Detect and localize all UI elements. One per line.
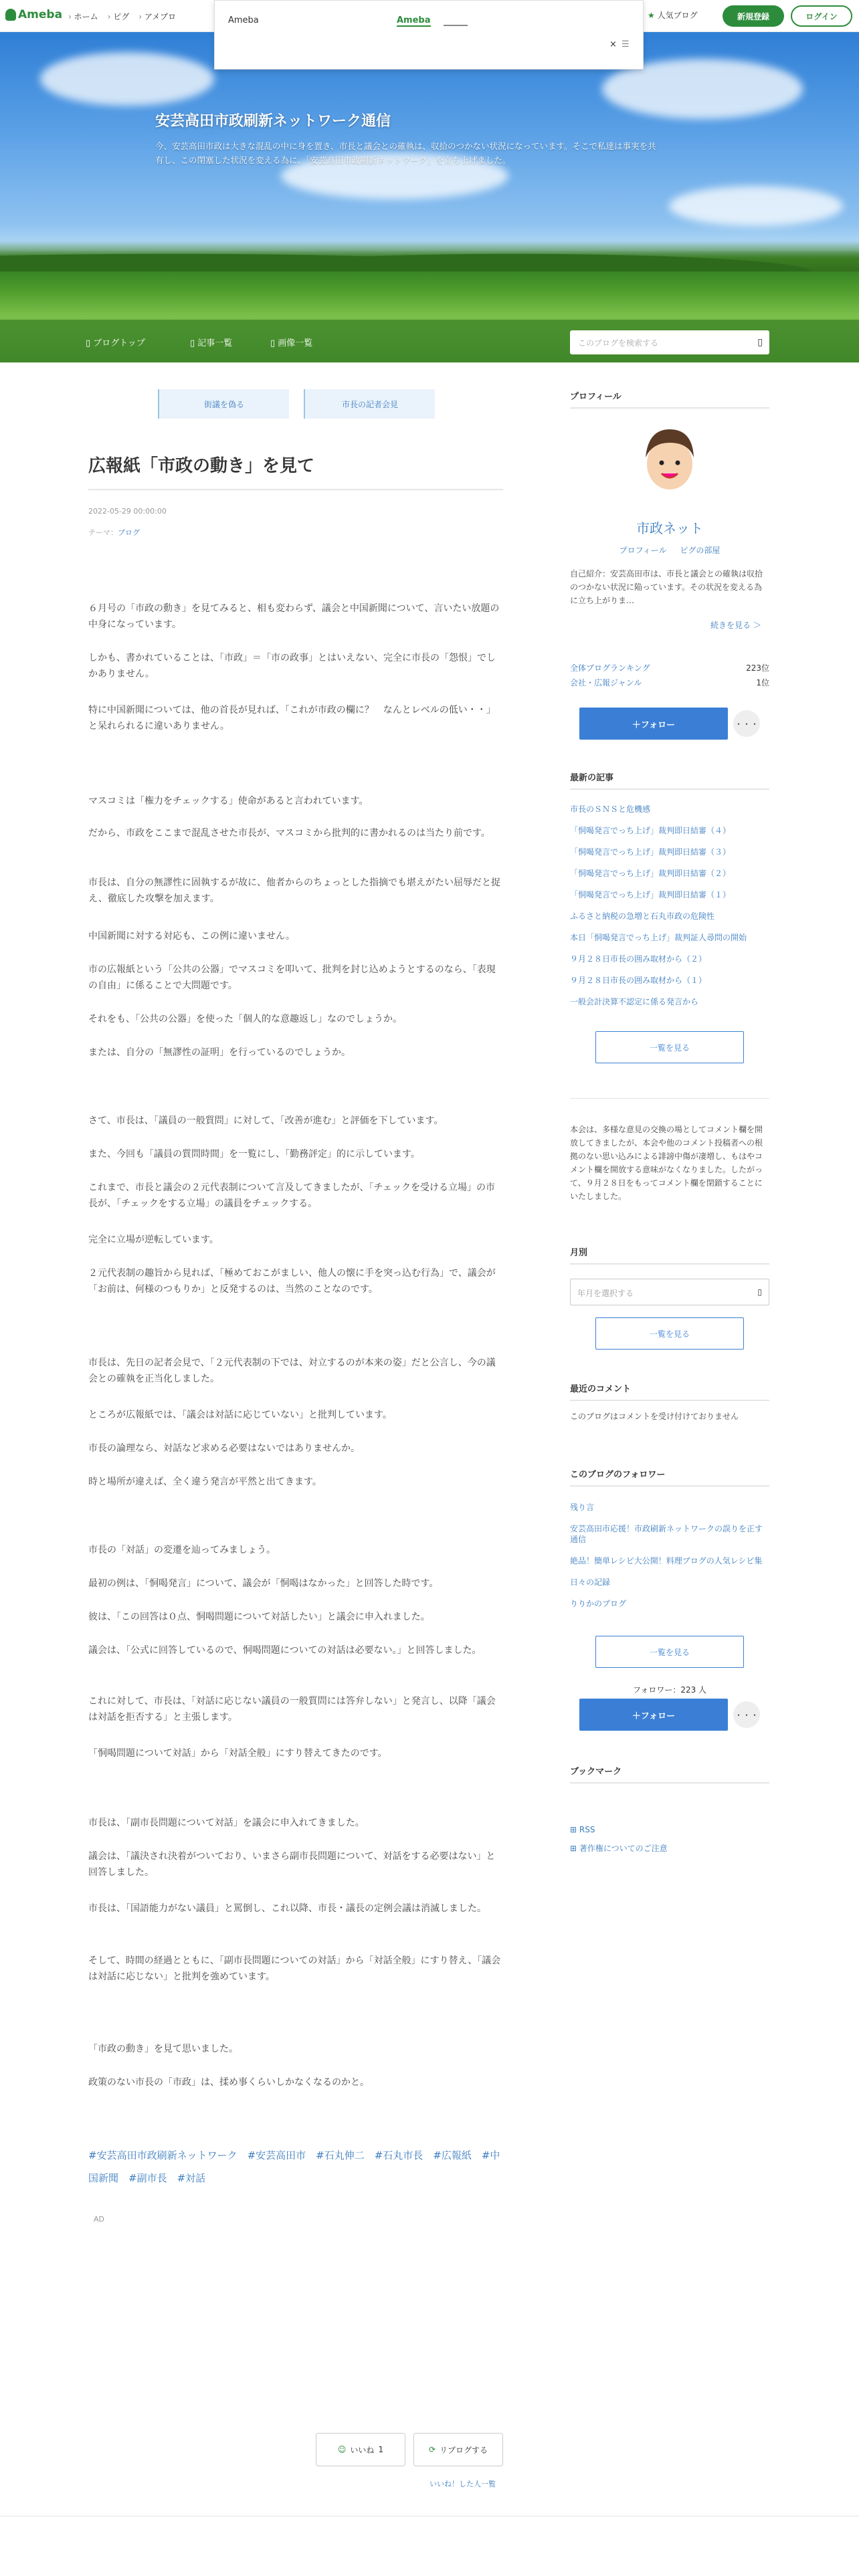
article-paragraph: ２元代表制の趣旨から見れば、「極めておこがましい、他人の懐に手を突っ込む行為」で、議会が「お前は、何様のつもりか」と反発するのは、当然のことなのです。 (88, 1268, 496, 1295)
cloud-decoration (669, 186, 843, 226)
blog-search-input[interactable]: このブログを検索する ▯ (570, 330, 769, 354)
more-options-button[interactable]: ・・・ (733, 1701, 760, 1728)
blog-nav (0, 320, 859, 362)
profile-intro: 自己紹介：安芸高田市は、市長と議会との確執は収拾のつかない状況に陥っています。その状況を変える為に立ち上がりま… (570, 569, 763, 605)
article-date: 2022-05-29 00:00:00 (88, 507, 167, 516)
list-item[interactable]: 安芸高田市応援！市政刷新ネットワークの誤りを正す通信 (570, 1524, 763, 1544)
article-paragraph: 市長の「対話」の変遷を辿ってみましょう。 (88, 1545, 276, 1555)
bookmark-list (570, 1820, 668, 1858)
profile-link[interactable]: プロフィール (619, 546, 667, 555)
prev-article-link[interactable]: 街議を偽る (158, 389, 289, 419)
list-item[interactable]: ふるさと納税の急増と石丸市政の危険性 (570, 911, 715, 921)
article-paragraph: 市長は、自分の無謬性に固執するが故に、他者からのちょっとした指摘でも堪えがたい屈辱だと捉え、徹底した攻撃を加えます。 (88, 877, 500, 904)
ameba-popup-banner (214, 0, 644, 70)
list-item[interactable]: 残り言 (570, 1503, 595, 1512)
popup-title[interactable]: Ameba (397, 15, 431, 25)
profile-heading: プロフィール (570, 389, 769, 409)
list-item[interactable]: 絶品！簡単レシピ大公開！料理ブログの人気レシピ集 (570, 1556, 763, 1566)
recent-comments-heading: 最近のコメント (570, 1382, 769, 1401)
article-paragraph: 最初の例は、「恫喝発言」について、議会が「恫喝はなかった」と回答した時です。 (88, 1578, 439, 1589)
theme-link[interactable]: ブログ (118, 528, 140, 537)
next-article-link[interactable]: 市長の記者会見 (304, 389, 435, 419)
list-item[interactable]: 本日「恫喝発言でっち上げ」裁判証人尋問の開始 (570, 933, 747, 942)
follow-button[interactable]: ＋フォロー (579, 708, 728, 740)
list-item[interactable]: ９月２８日市長の囲み取材から（１） (570, 976, 707, 985)
list-item[interactable]: 一般会計決算不認定に係る発言から (570, 997, 699, 1006)
overall-ranking[interactable]: 全体ブログランキング 223位 (570, 663, 769, 673)
monthly-list-button[interactable]: 一覧を見る (595, 1317, 744, 1350)
login-button[interactable]: ログイン (791, 5, 852, 27)
reblog-button[interactable]: ⟳ リブログする (413, 2433, 503, 2466)
cloud-decoration (40, 52, 214, 106)
tree-line-decoration (0, 241, 859, 272)
followers-list-button[interactable]: 一覧を見る (595, 1636, 744, 1668)
article-paragraph: マスコミは「権力をチェックする」使命があると言われています。 (88, 796, 369, 807)
follower-count: フォロワー：223 人 (632, 1685, 707, 1695)
article-paragraph: 中国新聞に対する対応も、この例に違いません。 (88, 931, 295, 942)
month-select[interactable]: 年月を選択する ▯ (570, 1279, 769, 1305)
frog-icon (5, 9, 16, 21)
article-paragraph: 議会は、「議決され決着がついており、いまさら副市長問題について、対話をする必要はない」と回答しました。 (88, 1851, 496, 1878)
recent-articles-heading: 最新の記事 (570, 770, 769, 790)
popup-underline (444, 25, 468, 26)
like-count: 1 (378, 2445, 384, 2454)
article-paragraph: さて、市長は、「議員の一般質問」に対して、「改善が進む」と評価を下しています。 (88, 1115, 444, 1126)
list-item[interactable]: 日々の記録 (570, 1578, 611, 1587)
list-item[interactable]: 「恫喝発言でっち上げ」裁判即日結審（３） (570, 847, 731, 857)
like-list-link[interactable]: いいね！した人一覧 (430, 2480, 496, 2488)
close-icon[interactable]: × (609, 39, 617, 49)
comments-disabled-text: このブログはコメントを受け付けておりません (570, 1412, 739, 1421)
bookmark-heading: ブックマーク (570, 1764, 769, 1784)
article-paragraph: ところが広報紙では、「議会は対話に応じていない」と批判しています。 (88, 1410, 392, 1420)
ad-label: AD (94, 2215, 104, 2224)
list-all-articles-button[interactable]: 一覧を見る (595, 1031, 744, 1063)
avatar[interactable] (639, 423, 700, 498)
blog-header-banner (0, 32, 859, 362)
article-paragraph: 完全に立場が逆転しています。 (88, 1235, 219, 1245)
article-paragraph: 議会は、「公式に回答しているので、恫喝問題についての対話は必要ない。」と回答しました。 (88, 1645, 482, 1656)
genre-ranking[interactable]: 会社・広報ジャンル 1位 (570, 678, 769, 687)
article-paragraph: これまで、市長と議会の２元代表制について言及してきましたが、「チェックを受ける立場」の市長が、「チェックをする立場」の議員をチェックする。 (88, 1182, 496, 1209)
more-options-button[interactable]: ・・・ (733, 710, 760, 737)
followers-list (570, 1502, 769, 1620)
followers-heading: このブログのフォロワー (570, 1467, 769, 1487)
list-item[interactable]: りりかのブログ (570, 1599, 627, 1608)
article-paragraph: そして、時間の経過とともに、「副市長問題についての対話」から「対話全般」にすり替え、「議会は対話に応じない」と批判を強めています。 (88, 1955, 501, 1982)
global-nav (68, 11, 176, 22)
copyright-notice-link[interactable]: ⊞ 著作権についてのご注意 (570, 1839, 668, 1858)
nav-ameblo[interactable]: › アメブロ (138, 11, 176, 22)
chevron-down-icon: ▯ (757, 1287, 762, 1297)
article-paragraph: 彼は、「この回答は０点、恫喝問題について対話したい」と議会に申入れました。 (88, 1612, 430, 1622)
article-paragraph: 時と場所が違えば、全く違う発言が平然と出てきます。 (88, 1477, 322, 1487)
menu-icon[interactable]: ☰ (622, 39, 630, 49)
nav-pigg[interactable]: › ピグ (108, 11, 130, 22)
article-paragraph: しかも、書かれていることは、「市政」＝「市の政事」とはいえない、完全に市長の「怨恨」でしかありません。 (88, 653, 496, 679)
pigg-room-link[interactable]: ピグの部屋 (680, 546, 721, 555)
recent-articles-list (570, 804, 769, 1018)
nav-blog-top[interactable]: ▯ ブログトップ (86, 336, 145, 348)
ameba-logo[interactable]: Ameba (5, 8, 62, 21)
list-item[interactable]: 「恫喝発言でっち上げ」裁判即日結審（２） (570, 869, 731, 878)
read-more-link[interactable]: 続きを見る ＞ (710, 621, 761, 630)
register-button[interactable]: 新規登録 (723, 5, 784, 27)
smile-icon: ☺ (337, 2445, 347, 2454)
article-paragraph: また、今回も「議員の質問時間」を一覧にし、「勤務評定」的に示しています。 (88, 1149, 420, 1160)
article-theme: テーマ：ブログ (88, 528, 140, 537)
reblog-icon: ⟳ (428, 2445, 436, 2454)
article-paragraph: これに対して、市長は、「対話に応じない議員の一般質問には答弁しない」と発言し、以降「議会は対話を拒否する」と主張します。 (88, 1696, 496, 1723)
article-title: 広報紙「市政の動き」を見て (88, 452, 503, 490)
article-paragraph: 市長は、先日の記者会見で、「２元代表制の下では、対立するのが本来の姿」だと公言し、今の議会との確執を正当化しました。 (88, 1358, 496, 1384)
article-paragraph: 市の広報紙という「公共の公器」でマスコミを叩いて、批判を封じ込めようとするのなら、「表現の自由」に係ることで大問題です。 (88, 964, 496, 991)
article-paragraph: 「市政の動き」を見て思いました。 (88, 2044, 238, 2054)
list-item[interactable]: 市長のＳＮＳと危機感 (570, 804, 651, 814)
list-item[interactable]: ９月２８日市長の囲み取材から（２） (570, 954, 707, 964)
rss-link[interactable]: ⊞ RSS (570, 1820, 668, 1839)
popup-brand: Ameba (228, 15, 259, 25)
nav-image-list[interactable]: ▯ 画像一覧 (270, 336, 312, 348)
article-paragraph: ６月号の「市政の動き」を見てみると、相も変わらず、議会と中国新聞について、言いたい放題の中身になっています。 (88, 603, 500, 630)
article-pager (158, 389, 435, 419)
like-button[interactable]: ☺ いいね 1 (316, 2433, 405, 2466)
list-item[interactable]: 「恫喝発言でっち上げ」裁判即日結審（４） (570, 826, 731, 835)
article-paragraph: だから、市政をここまで混乱させた市長が、マスコミから批判的に書かれるのは当たり前です。 (88, 828, 490, 839)
article-paragraph: 市長は、「国語能力がない議員」と罵倒し、これ以降、市長・議長の定例会議は消滅しました。 (88, 1903, 486, 1914)
article-paragraph: 市長は、「副市長問題について対話」を議会に申入れてきました。 (88, 1818, 365, 1828)
profile-name[interactable]: 市政ネット (636, 520, 703, 536)
article-paragraph: 特に中国新聞については、他の首長が見れば、「これが市政の欄に？ なんとレベルの低い・・」と呆れられるに違いありません。 (88, 705, 496, 732)
article-paragraph: それをも、「公共の公器」を使った「個人的な意趣返し」なのでしょうか。 (88, 1014, 402, 1025)
article-paragraph: 「恫喝問題について対話」から「対話全般」にすり替えてきたのです。 (88, 1748, 387, 1759)
popular-blog-link[interactable]: ★ 人気ブログ (648, 9, 698, 21)
hashtag-list[interactable]: #安芸高田市政刷新ネットワーク #安芸高田市 #石丸伸二 #石丸市長 #広報紙 #中国新聞 #副市長 #対話 (88, 2149, 500, 2184)
blog-title[interactable]: 安芸高田市政刷新ネットワーク通信 (155, 113, 391, 130)
comment-policy-note: 本会は、多様な意見の交換の場としてコメント欄を開放してきましたが、本会や他のコメント投稿者への根拠のない思い込みによる誹謗中傷が凄増し、もはやコメント欄を開放する意味がなくなりました。したがって、９月２８日をもってコメント欄を閉鎖することにいたしました。 (570, 1098, 769, 1203)
monthly-heading: 月別 (570, 1245, 769, 1265)
nav-article-list[interactable]: ▯ 記事一覧 (190, 336, 232, 348)
follow-button[interactable]: ＋フォロー (579, 1699, 728, 1731)
blog-description: 今、安芸高田市政は大きな混乱の中に身を置き、市長と議会との確執は、収拾のつかない状況になっています。そこで私達は事実を共有し、この閉塞した状況を変える為に、「安芸高田市政刷新ネットワーク」を立ち上げました。 (155, 141, 656, 165)
nav-home[interactable]: › ホーム (68, 11, 98, 22)
article-paragraph: 政策のない市長の「市政」は、揉め事くらいしかなくなるのかと。 (88, 2077, 369, 2088)
search-icon[interactable]: ▯ (757, 337, 763, 348)
article-paragraph: 市長の論理なら、対話など求める必要はないではありませんか。 (88, 1443, 360, 1454)
article-paragraph: または、自分の「無謬性の証明」を行っているのでしょうか。 (88, 1047, 351, 1058)
profile-links (570, 544, 769, 556)
list-item[interactable]: 「恫喝発言でっち上げ」裁判即日結審（１） (570, 890, 731, 899)
